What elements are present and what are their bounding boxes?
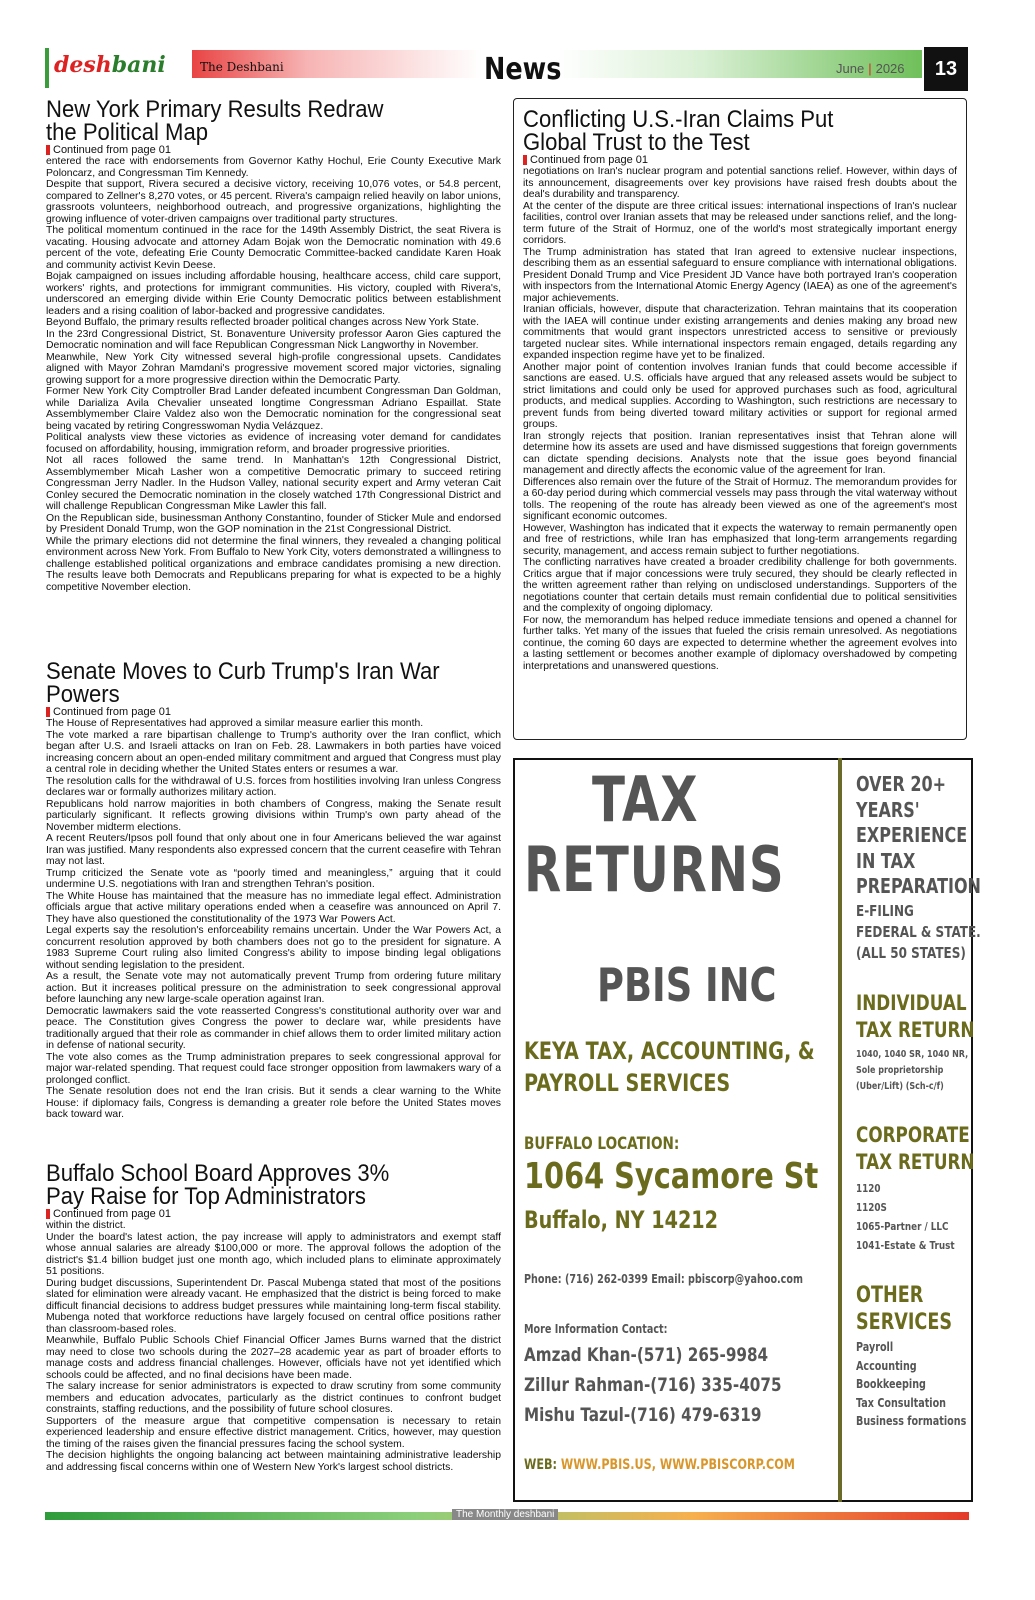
paragraph: However, Washington has indicated that it expects the waterway to remain permanently open and free of restrictions, while Iran has emphasized that long-term arrangements regarding security, management, and access remain subject to further negotiations. [523, 522, 957, 557]
continued-marker [46, 1209, 50, 1219]
paragraph: Former New York City Comptroller Brad Lander defeated incumbent Congressman Dan Goldman, while Darializa Avila Chevalier unseated longtime Congressman Adriano Espaillat. State Assemblymember Claire Valdez also won the Democratic nomination for the congressional seat being vacated by retiring Congresswoman Nydia Velázquez. [46, 386, 501, 432]
ad-efiling [856, 901, 981, 964]
ad-detail-line: 1120S [856, 1201, 887, 1214]
paragraph: A recent Reuters/Ipsos poll found that only about one in four Americans believed the war against Iran was justified. Many respondents also expressed concern that the current ceasefire with Tehran may not last. [46, 833, 501, 867]
headline-line-1: Senate Moves to Curb Trump's Iran War Powers [46, 658, 440, 708]
article-body [46, 156, 501, 593]
ad-web [524, 1457, 795, 1473]
ad-detail-line: 1041-Estate & Trust [856, 1239, 955, 1252]
paragraph: The salary increase for senior administrators is expected to draw scrutiny from some community members and education advocates, particularly as the district continues to confront budget constraints, staffing reductions, and the possibility of future school closures. [46, 1381, 501, 1415]
paragraph: within the district. [46, 1220, 126, 1231]
ad-experience-line: YEARS' [856, 797, 920, 822]
logo-prefix: desh [54, 52, 112, 78]
ad-detail-line: 1120 [856, 1182, 881, 1195]
issue-date [836, 61, 905, 76]
article-body [46, 718, 501, 1121]
ad-web-label: WEB: [524, 1457, 558, 1473]
paragraph: Another major point of contention involves Iranian funds that could become accessible if sanctions are eased. U.S. officials have argued that any released assets would be subject to strict limitations and could only be used for approved purchases such as food, agricultural products, and medical supplies. According to Washington, such restrictions are necessary to prevent funds from being diverted toward military activities or support for regional armed groups. [523, 361, 957, 430]
paragraph: The resolution calls for the withdrawal of U.S. forces from hostilities involving Iran unless Congress declares war or formally authorizes military action. [46, 775, 501, 798]
paragraph: Democratic lawmakers said the vote reasserted Congress's constitutional authority over war and peace. The Constitution gives Congress the power to declare war, while presidents have traditionally argued that their role as commander in chief allows them to order limited military action in defense of national security. [46, 1005, 501, 1051]
ad-efiling-line: (ALL 50 STATES) [856, 944, 966, 962]
ad-experience-line: PREPARATION [856, 874, 981, 898]
headline-line-1: Buffalo School Board Approves 3% [46, 1160, 390, 1187]
ad-other-line: OTHER [856, 1283, 924, 1308]
ad-individual-detail [856, 1047, 968, 1095]
ad-title-returns: RETURNS [524, 833, 785, 906]
paragraph: The vote also comes as the Trump administration prepares to seek congressional approval for major war-related spending. That request could face stronger opposition from lawmakers wary of a prolonged conflict. [46, 1051, 501, 1086]
ad-individual [856, 990, 974, 1044]
ad-corporate [856, 1122, 974, 1176]
paragraph: Despite that support, Rivera secured a decisive victory, receiving 10,076 votes, or 54.8 percent, compared to Zellner's 8,270 votes, or 45 percent. Rivera's campaign relied heavily on labor unions, grassroots volunteers, neighborhood outreach, and progressive organizations, highlighting the growing influence of voter-driven campaigns over traditional party structures. [46, 179, 501, 225]
paragraph: While the primary elections did not determine the final winners, they revealed a changing political environment across New York. From Buffalo to New York City, voters demonstrated a willingness to challenge established political organizations and embrace candidates promising a new direction. The results leave both Democrats and Republicans preparing for what is expected to be a highly competitive November election. [46, 535, 501, 593]
logo-accent-bar [45, 48, 49, 88]
paragraph: During budget discussions, Superintendent Dr. Pascal Mubenga stated that most of the positions slated for elimination were already vacant. He emphasized that the district is being forced to make difficult financial decisions to address budget pressures while maintaining long-term fiscal stability. Mubenga noted that workforce reductions have largely focused on central office positions rather than classroom-based roles. [46, 1277, 501, 1335]
headline-line-1: New York Primary Results Redraw [46, 96, 384, 123]
paragraph: entered the race with endorsements from Governor Kathy Hochul, Erie County Executive Mark Poloncarz, and Congressman Tim Kennedy. [46, 156, 501, 179]
article-headline [46, 1162, 465, 1208]
ad-location-label: BUFFALO LOCATION: [524, 1134, 680, 1154]
ad-detail-line: (Uber/Lift) (Sch-c/f) [856, 1081, 944, 1092]
article-headline [46, 98, 465, 144]
ad-individual-line: TAX RETURN [856, 1018, 975, 1042]
ad-experience-line: IN TAX [856, 848, 916, 873]
ad-other [856, 1282, 952, 1336]
continued-text: Continued from page 01 [530, 154, 649, 166]
ad-contact: Zillur Rahman-(716) 335-4075 [524, 1374, 782, 1396]
page-number: 13 [924, 47, 968, 91]
ad-experience-line: OVER 20+ [856, 772, 947, 796]
paragraph: Under the board's latest action, the pay increase will apply to administrators and exempt staff whose annual salaries are already $100,000 or more. The approval follows the adoption of the district's $1.4 billion budget just one month ago, which included plans to eliminate approximately 51 positions. [46, 1231, 501, 1277]
ad-web-value: WWW.PBIS.US, WWW.PBISCORP.COM [560, 1457, 795, 1473]
article-body [523, 166, 957, 672]
continued-marker [46, 145, 50, 155]
ad-experience-line: EXPERIENCE [856, 823, 968, 847]
continued-text: Continued from page 01 [53, 1208, 172, 1220]
continued-marker [523, 155, 527, 165]
paragraph: Not all races followed the same trend. In Manhattan's 12th Congressional District, Assemblymember Micah Lasher won a competitive Democratic primary to succeed retiring Congressman Jerry Nadler. In the Hudson Valley, national security expert and Army veteran Cait Conley secured the Democratic nomination in the closely watched 17th Congressional District and will challenge Republican Congressman Mike Lawler this fall. [46, 455, 501, 512]
article-headline [523, 108, 922, 154]
paragraph: The decision highlights the ongoing balancing act between maintaining administrative leadership and addressing fiscal concerns within one of Western New York's largest school districts. [46, 1450, 501, 1473]
ad-detail-line: Business formations [856, 1414, 967, 1428]
ad-other-line: SERVICES [856, 1310, 953, 1335]
paragraph: Iran strongly rejects that position. Iranian representatives insist that Tehran alone will determine how its assets are used and have dismissed suggestions that foreign governments can dictate spending decisions. Analysts note that the issue goes beyond financial management and directly affects the economic value of the agreement for Iran. [523, 430, 957, 476]
paragraph: negotiations on Iran's nuclear program and potential sanctions relief. However, within days of its announcement, disagreements over key provisions have raised fresh doubts about the deal's durability and transparency. [523, 166, 957, 200]
article-iran-claims [523, 108, 957, 672]
ad-company: PBIS INC [597, 958, 777, 1012]
section-title: News [484, 52, 562, 87]
headline-line-1: Conflicting U.S.-Iran Claims Put [523, 106, 834, 133]
continued-text: Continued from page 01 [53, 706, 172, 718]
paragraph: Iranian officials, however, dispute that characterization. Tehran maintains that its cooperation with the IAEA will continue under existing arrangements and denies making any broad new commitments that would grant inspectors unrestricted access to sensitive or previously targeted nuclear sites. While international inspectors remain engaged, details regarding any expanded inspection regime have yet to be finalized. [523, 304, 957, 361]
article-ny-primary [46, 98, 501, 593]
ad-detail-line: 1040, 1040 SR, 1040 NR, [856, 1049, 969, 1060]
paragraph: At the center of the dispute are three critical issues: international inspections of Iran's nuclear facilities, control over Iranian assets that may be released under sanctions relief, and the long-term future of the Strait of Hormuz, one of the world's most strategically important energy corridors. [523, 200, 957, 246]
masthead-name: The Deshbani [200, 60, 284, 74]
paragraph: The Trump administration has stated that Iran agreed to extensive nuclear inspections, describing them as an essential safeguard to ensure compliance with international obligations. President Donald Trump and Vice President JD Vance have both portrayed Iran's cooperation with inspectors from the International Atomic Energy Agency (IAEA) as one of the agreement's major achievements. [523, 246, 957, 304]
paragraph: Legal experts say the resolution's enforceability remains uncertain. Under the War Powers Act, a concurrent resolution approved by both chambers does not go to the president for signature. A 1983 Supreme Court ruling also limited Congress's ability to impose binding legal obligations without sending legislation to the president. [46, 925, 501, 971]
ad-corporate-detail [856, 1179, 955, 1255]
paragraph: The House of Representatives had approved a similar measure earlier this month. [46, 718, 424, 729]
paragraph: Bojak campaigned on issues including affordable housing, healthcare access, child care support, workers' rights, and protections for immigrant communities. His victory, coupled with Rivera's, underscored an emerging divide within Erie County Democratic politics between establishment leaders and a rising coalition of labor-backed and progressive candidates. [46, 271, 501, 317]
ad-detail-line: Bookkeeping [856, 1377, 926, 1391]
paragraph: For now, the memorandum has helped reduce immediate tensions and opened a channel for further talks. Yet many of the issues that fueled the crisis remain unresolved. As negotiations continue, the coming 60 days are expected to determine whether the agreement evolves into a lasting settlement or becomes another example of diplomacy overshadowed by competing interpretations and unanswered questions. [523, 614, 957, 672]
ad-contact: Amzad Khan-(571) 265-9984 [524, 1344, 769, 1366]
ad-efiling-line: FEDERAL & STATE. [856, 923, 981, 941]
footer-text: The Monthly deshbani [452, 1509, 558, 1520]
ad-corporate-line: TAX RETURN [856, 1150, 975, 1174]
ad-other-detail [856, 1338, 966, 1431]
paragraph: Supporters of the measure argue that competitive compensation is necessary to retain experienced leadership and ensure effective district management. Critics, however, may question the timing of the raises given the financial pressures facing the school system. [46, 1415, 501, 1450]
ad-city: Buffalo, NY 14212 [524, 1206, 719, 1234]
headline-line-2: Pay Raise for Top Administrators [46, 1183, 366, 1210]
ad-individual-line: INDIVIDUAL [856, 991, 967, 1015]
paragraph: Meanwhile, New York City witnessed several high-profile congressional upsets. Candidates aligned with Mayor Zohran Mamdani's progressive movement scored major victories, signaling growing support for a more progressive direction within the Democratic Party. [46, 351, 501, 386]
article-school-board [46, 1162, 501, 1473]
logo-suffix: bani [111, 52, 166, 78]
paragraph: On the Republican side, businessman Anthony Constantino, founder of Sticker Mule and endorsed by President Donald Trump, won the GOP nomination in the 21st Congressional District. [46, 512, 501, 535]
paragraph: As a result, the Senate vote may not automatically prevent Trump from ordering future military action. But it increases political pressure on the administration to seek congressional approval before launching any new large-scale operation against Iran. [46, 971, 501, 1005]
ad-tagline-2: PAYROLL SERVICES [524, 1069, 731, 1097]
headline-line-2: the Political Map [46, 119, 209, 146]
paragraph: The political momentum continued in the race for the 149th Assembly District, the seat Rivera is vacating. Housing advocate and attorney Adam Bojak won the Democratic nomination with 49.6 percent of the vote, defeating Erie County Democratic Committee-backed candidate Karen Hoak and community activist Kevin Deese. [46, 225, 501, 271]
paragraph: The conflicting narratives have created a broader credibility challenge for both governments. Critics argue that if major concessions were truly secured, they should be clearly reflected in the written agreement rather than relying on undisclosed understandings. Supporters of the negotiations counter that certain details must remain confidential due to political sensitivities and the complexity of ongoing diplomacy. [523, 557, 957, 614]
paragraph: The Senate resolution does not end the Iran crisis. But it sends a clear warning to the White House: if diplomacy fails, Congress is demanding a greater role before the United States moves back toward war. [46, 1086, 501, 1120]
paragraph: The vote marked a rare bipartisan challenge to Trump's authority over the Iran conflict, which began after U.S. and Israeli attacks on Iran on Feb. 28. Lawmakers in both parties have voiced increasing concern about an open-ended military commitment and argued that Congress must play a central role in deciding whether the United States enters or resumes a war. [46, 729, 501, 775]
ad-contact-label: More Information Contact: [524, 1322, 668, 1336]
ad-tagline-1: KEYA TAX, ACCOUNTING, & [524, 1037, 815, 1065]
paragraph: Beyond Buffalo, the primary results reflected broader political changes across New York State. [46, 317, 479, 328]
paragraph: Political analysts view these victories as evidence of increasing voter demand for candidates focused on affordability, housing, immigration reform, and broader progressive priorities. [46, 432, 501, 455]
paragraph: Trump criticized the Senate vote as “poorly timed and meaningless,” arguing that it could undermine U.S. negotiations with Iran and strengthen Tehran's position. [46, 867, 501, 890]
ad-detail-line: Sole proprietorship [856, 1065, 944, 1076]
headline-line-2: Global Trust to the Test [523, 129, 750, 156]
issue-year: 2026 [875, 61, 905, 76]
ad-contact: Mishu Tazul-(716) 479-6319 [524, 1404, 762, 1426]
issue-month: June [836, 61, 865, 76]
ad-phone-email: Phone: (716) 262-0399 Email: pbiscorp@yahoo.com [524, 1272, 803, 1286]
continued-marker [46, 707, 50, 717]
logo [54, 52, 166, 78]
article-body [46, 1220, 501, 1473]
paragraph: Differences also remain over the future of the Strait of Hormuz. The memorandum provides for a 60-day period during which commercial vessels may pass through the vital waterway without tolls. The reopening of the route has already been viewed as one of the agreement's most significant economic outcomes. [523, 476, 957, 522]
ad-divider [838, 758, 842, 1502]
paragraph: The White House has maintained that the measure has no immediate legal effect. Administration officials argue that active military operations ended when a ceasefire was announced on April 7. They have also questioned the constitutionality of the 1973 War Powers Act. [46, 890, 501, 925]
article-senate-iran [46, 660, 501, 1121]
ad-experience [856, 772, 981, 900]
ad-detail-line: Tax Consultation [856, 1395, 947, 1410]
article-headline [46, 660, 465, 706]
continued-text: Continued from page 01 [53, 144, 172, 156]
ad-corporate-line: CORPORATE [856, 1123, 970, 1147]
ad-street: 1064 Sycamore St [524, 1156, 819, 1197]
date-separator: | [868, 61, 872, 76]
paragraph: Republicans hold narrow majorities in both chambers of Congress, making the Senate result particularly significant. It reflects growing divisions within Trump's own party ahead of the November midterm elections. [46, 798, 501, 833]
paragraph: Meanwhile, Buffalo Public Schools Chief Financial Officer James Burns warned that the district may need to close two schools during the 2027–28 academic year as part of broader efforts to manage costs and address financial challenges. However, officials have not yet identified which schools could be affected, and no final decisions have been made. [46, 1335, 501, 1381]
ad-detail-line: Payroll [856, 1340, 894, 1354]
ad-title-tax: TAX [592, 763, 699, 836]
paragraph: In the 23rd Congressional District, St. Bonaventure University professor Aaron Gies captured the Democratic nomination and will face Republican Congressman Nick Langworthy in November. [46, 328, 501, 351]
ad-detail-line: Accounting [856, 1358, 917, 1373]
ad-efiling-line: E-FILING [856, 902, 914, 920]
ad-detail-line: 1065-Partner / LLC [856, 1220, 949, 1233]
